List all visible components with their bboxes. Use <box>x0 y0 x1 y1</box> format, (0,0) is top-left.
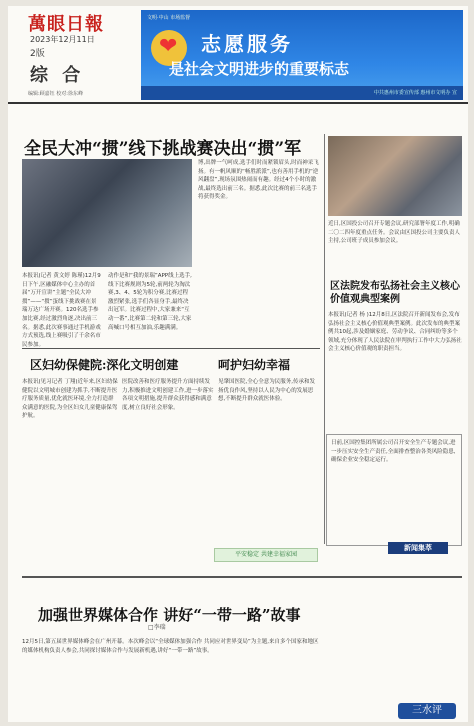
bottom-author: □李瑞 <box>148 624 166 631</box>
banner-top-text: 文明·中山 市场监督 <box>147 15 191 21</box>
slogan-strip: 平安稳定 共建幸福家园 <box>214 548 318 562</box>
editor-credits: 编辑:顾嘉钰 校对:徐东峰 <box>28 91 83 97</box>
hospital-headline-left: 区妇幼保健院:深化文明创建 <box>30 358 179 372</box>
edition-number: 2版 <box>30 49 45 59</box>
section-title: 综 合 <box>30 65 85 86</box>
banner-subtitle: 是社会文明进步的重要标志 <box>169 60 350 78</box>
side-headline: 区法院发布弘扬社会主义核心价值观典型案例 <box>330 281 460 305</box>
newspaper-logo: 萬眼日報 <box>28 14 104 35</box>
main-article-col2: 动作是和“我的景瑞”APP线上选手,线下比赛规则为5轮,前两轮为淘汰赛,3、4、5轮为积分赛,比赛过程激烈紧张,选手们各显身手,最终决出冠军。比赛过程中,大家兼来“互动一番”,比赛第二轮和第三轮,大家高喊口号相互加油,乐趣满满。 <box>108 273 192 331</box>
bottom-article-body: 12月5日,第五届世界媒体峰会在广州开幕。本次峰会以“全球媒体加强合作 共同应对世界变局”为主题,来自多个国家和地区的媒体机构负责人参会,共同探讨媒体合作与发展新机遇,讲好“一带一路”故事。 <box>22 639 319 654</box>
volunteer-banner <box>141 10 463 100</box>
bottom-rule <box>22 576 462 578</box>
sanshui-comment-label: 三水评 <box>398 703 456 719</box>
main-headline: 全民大冲“掼”线下挑战赛决出“掼”军 <box>24 139 302 159</box>
side-top-article: 近日,区国投公司召开专题会议,研究部署年度工作,明确二〇二四年度重点任务。会议由区国投公司主要负责人主持,公司班子成员参加会议。 <box>328 221 461 245</box>
issue-date: 2023年12月11日 <box>30 35 95 44</box>
hospital-article-col3: 见肇国医院,全心全意为民服务,传承和发扬优良作风,坚持以人民为中心的发展思想,不断提升群众就医体验。 <box>218 379 315 403</box>
meeting-photo <box>328 136 462 216</box>
hospital-headline-right: 呵护妇幼幸福 <box>218 358 291 372</box>
banner-footer <box>141 86 463 100</box>
main-article-col1: 本报讯(记者 黄文婷 陈瑾)12月9日下午,区融媒体中心主办的首届“万开宣讲”主题“全民大冲掼”——“掼”蛋线下挑战赛在景瑞万达广场开赛。120名选手参加比赛,经过激烈角逐,决出前三名。据悉,此次赛事通过手机游戏方式预选,线上赛吸引了千余名市民参加。 <box>22 273 101 348</box>
section-divider <box>22 348 320 349</box>
main-article-col3: 博,出牌一气呵成,选手们时而紧锁眉头,时而神采飞扬。有一帆风顺的“畅胜派派”,也有善用手机的“逆风翻盘”,现场氛围热闹而有趣。经过4个小时的激战,最终选出前三名。据悉,此次比赛的前三名选手将获得奖金。 <box>198 160 319 201</box>
competition-photo <box>22 159 192 267</box>
news-brief-text: 日前,区国控集团所属公司召开安全生产专题会议,进一步压实安全生产责任,全面排查整治各类风险隐患,确保企业安全稳定运行。 <box>331 440 456 464</box>
news-brief-box <box>326 434 462 546</box>
news-brief-label: 新闻集萃 <box>388 542 448 554</box>
side-article-body: 本报讯(记者 杨 )12月8日,区法院召开新闻发布会,发布弘扬社会主义核心价值观典型案例。此次发布的典型案例共10起,涉及婚姻家庭、劳动争议、合同纠纷等多个领域,充分体现了人民法院在审判执行工作中大力弘扬社会主义核心价值观的职责担当。 <box>328 312 462 353</box>
banner-footer-text: 中共惠州市委宣传部 惠州市文明办 宣 <box>373 90 457 96</box>
masthead-rule <box>8 102 468 104</box>
bottom-headline: 加强世界媒体合作 讲好“一带一路”故事 <box>38 606 301 624</box>
hospital-article-col2: 医院改善和医疗服务提升方面持续发力,积极推进文明创建工作,进一步落实各项文明措施,提升群众获得感和满意度,树立良好社会形象。 <box>122 379 214 411</box>
column-divider <box>324 134 325 544</box>
banner-title: 志愿服务 <box>201 32 293 56</box>
newspaper-page <box>8 6 468 722</box>
hospital-article-col1: 本报讯(见习记者 丁翔)近年来,区妇幼保健院以文明城市创建为抓手,不断提升医疗服务质量,优化就医环境,全力打造群众满意的医院,为全区妇女儿童健康保驾护航。 <box>22 379 118 420</box>
